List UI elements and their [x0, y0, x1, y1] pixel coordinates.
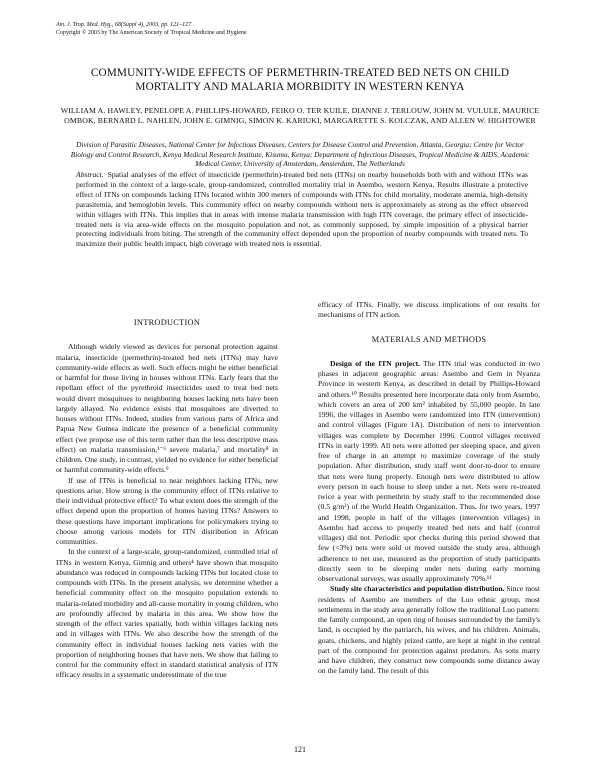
runin-heading-site: Study site characteristics and population distribution.: [330, 584, 505, 594]
running-head: [56, 22, 247, 37]
journal-citation: Am. J. Trop. Med. Hyg., 68(Suppl 4), 2003, pp. 121–127: [56, 22, 192, 28]
right-column: [318, 300, 540, 677]
abstract: [76, 170, 528, 249]
abstract-text: Spatial analyses of the effect of insecticide (permethrin)-treated bed nets (ITNs) on nearby households both with and without ITNs was performed in the context of a large-scale, group-randomized, controlled mortality trial in Asembo, western Kenya. Results illustrate a protective effect of ITNs on compounds lacking ITNs located within 300 meters of compounds with ITNs for child mortality, moderate anemia, high-density parasitemia, and hemoglobin levels. This community effect on nearby compounds without nets is approximately as strong as the effect observed within villages with ITNs. This implies that in areas with intense malaria transmission with high ITN coverage, the primary effect of insecticide-treated nets is via area-wide effects on the mosquito population and not, as commonly supposed, by simple imposition of a physical barrier protecting individuals from biting. The strength of the community effect depended upon the proportion of nearby compounds with treated nets. To maximize their public health impact, high coverage with treated nets is essential.: [76, 170, 528, 249]
section-heading-methods: MATERIALS AND METHODS: [371, 334, 487, 344]
site-text: Since most residents of Asembo are members of the Luo ethnic group, most settlements in the study area generally follow the traditional Luo pattern: the family compound, an open ring of houses surrounded by the family's land, is occupied by the patriarch, his wives, and his children. Animals, goats, chickens, and highly prized cattle, are kept at night in the central part of the compound for protection against predators. As sons marry and have children, they construct new compounds some distance away on the family land. The result of this: [318, 584, 540, 676]
affiliations: Division of Parasitic Diseases, National Center for Infectious Diseases, Centers for Disease Control and Prevention, Atlanta, Georgia; Centre for Vector Biology and Control Research, Kenya Medical Research Institute, Kisumu, Kenya; Department of Infectious Diseases, Tropical Medicine & AIDS, Academic Medical Center, University of Amsterdam, Amsterdam, The Netherlands: [70, 140, 530, 168]
design-text: The ITN trial was conducted in two phases in adjacent geographic areas: Asembo and Gem in Nyanza Province in western Kenya, as described in detail by Phillips-Howard and others.¹⁰ Results presented here incorporate data only from Asembo, which covers an area of 200 km² inhabited by 55,000 people. In late 1996, the villages in Asembo were randomized into ITN (intervention) and control villages (Figure 1A). Distribution of nets to intervention villages was complete by December 1996. Control villages received ITNs in early 1999. All nets were allotted per sleeping space, and given free of charge in an attempt to maximize coverage of the study population. After distribution, study staff went door-to-door to ensure that nets were hung properly. Enough nets were distributed to allow every person in each house to sleep under a net. Nets were re-treated twice a year with permethrin by study staff to the recommended dose (0.5 g/m²) of the World Health Organization. Thus, for two years, 1997 and 1998, people in half of the villages (intervention villages) in Asembo had access to properly treated bed nets and half (control villages) did not. Periodic spot checks during this period showed that few (<3%) nets were sold or moved outside the study area, although adherence to net use, measured as the proportion of study participants directly seen to be sleeping under nets during early morning observational surveys, was usually approximately 70%.¹¹: [318, 358, 541, 583]
intro-paragraph-3: In the context of a large-scale, group-randomized, controlled trial of ITNs in western Kenya, Gimnig and others⁴ have shown that mosquito abundance was reduced in compounds lacking ITNs but located close to compounds with ITNs. In the present analysis, we determine whether a beneficial community effect on the mosquito population extends to malaria-related morbidity and all-cause mortality in young children, who are profoundly affected by malaria in this area. We show how the strength of the effect varies spatially, both within villages lacking nets and in villages with ITNs. We also describe how the strength of the community effect in individual houses lacking nets varies with the proportion of neighboring houses that have nets. We show that failing to control for the community effect in standard statistical analysis of ITN efficacy results in a systematic underestimate of the true: [56, 547, 278, 680]
methods-paragraph-design: [318, 359, 540, 585]
runin-heading-design: Design of the ITN project.: [330, 358, 421, 368]
article-title: COMMUNITY-WIDE EFFECTS OF PERMETHRIN-TREATED BED NETS ON CHILD MORTALITY AND MALARIA MORBIDITY IN WESTERN KENYA: [90, 67, 510, 93]
page-number: 121: [294, 745, 306, 754]
intro-paragraph-1: Although widely viewed as devices for personal protection against malaria, insecticide (permethrin)-treated bed nets (ITNs) may have community-wide effects as well. Such effects might be either beneficial or harmful for those living in houses without ITNs. Early fears that the repellant effect of the pyrethroid insecticides used to treat bed nets would divert mosquitoes to neighboring houses lacking nets have been largely allayed. No evidence exists that mosquitoes are diverted to houses without ITNs. Indeed, studies from various parts of Africa and Papua New Guinea indicate the presence of a beneficial community effect (we propose use of this term rather than the less descriptive mass effect) on malaria transmission,¹⁻⁶ severe malaria,⁷ and mortality⁸ in children. One study, in contrast, yielded no evidence for either beneficial or harmful community-wide effects.⁹: [56, 342, 278, 475]
author-list: WILLIAM A. HAWLEY, PENELOPE A. PHILLIPS-HOWARD, FEIKO O. TER KUILE, DIANNE J. TERLOUW, JOHN M. VULULE, MAURICE OMBOK, BERNARD L. NAHLEN, JOHN E. GIMNIG, SIMON K. KARIUKI, MARGARETTE S. KOLCZAK, AND ALLEN W. HIGHTOWER: [60, 106, 540, 126]
intro-paragraph-2: If use of ITNs is beneficial to near neighbors lacking ITNs, new questions arise. How strong is the community effect of ITNs relative to their individual protective effect? To what extent does the strength of the effect depend upon the proportion of homes having ITNs? Answers to these questions have important implications for policymakers trying to choose among various models for ITN distribution in African communities.: [56, 475, 278, 546]
left-column: [56, 318, 278, 681]
section-heading-introduction: INTRODUCTION: [133, 318, 201, 327]
abstract-label: Abstract.: [76, 170, 104, 179]
intro-continuation: efficacy of ITNs. Finally, we discuss implications of our results for mechanisms of ITN action.: [318, 300, 540, 320]
methods-paragraph-site: [318, 584, 540, 676]
copyright-line: Copyright © 2003 by The American Society of Tropical Medicine and Hygiene: [56, 29, 247, 36]
